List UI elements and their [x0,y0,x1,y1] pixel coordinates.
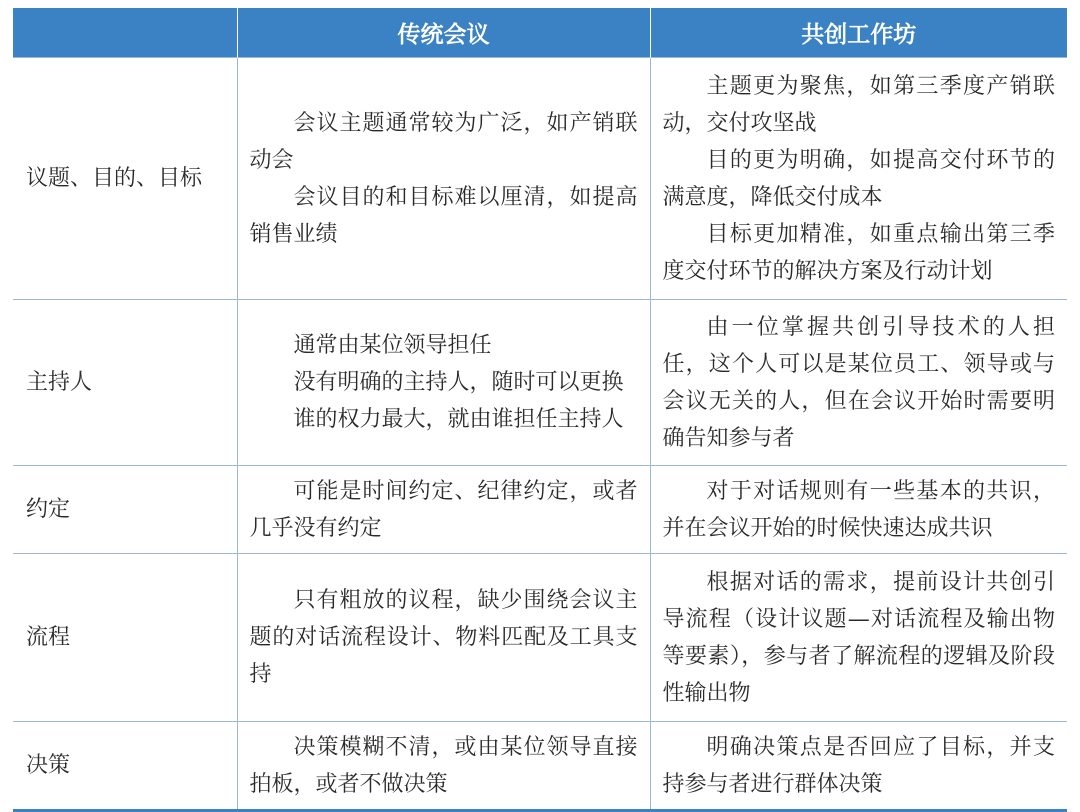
cell-paragraph: 通常由某位领导担任 [293,333,492,358]
header-dimension [13,8,237,58]
header-traditional-meeting: 传统会议 [237,8,650,58]
cell-paragraph: 可能是时间约定、纪律约定，或者几乎没有约定 [249,478,638,541]
traditional-cell [237,300,650,466]
row-label: 主持人 [13,300,237,466]
cell-paragraph: 根据对话的需求，提前设计共创引导流程（设计议题—对话流程及输出物等要素），参与者了解流程的逻辑及阶段性输出物 [662,569,1055,706]
cell-paragraph: 谁的权力最大，就由谁担任主持人 [293,407,624,432]
workshop-cell [650,554,1067,722]
workshop-cell [650,300,1067,466]
header-co-creation-workshop: 共创工作坊 [650,8,1067,58]
cell-paragraph: 没有明确的主持人，随时可以更换 [293,370,624,395]
table-row [13,300,1067,466]
row-label: 议题、目的、目标 [13,58,237,300]
cell-paragraph: 目的更为明确，如提高交付环节的满意度，降低交付成本 [662,147,1055,210]
table-row [13,58,1067,300]
cell-paragraph: 会议目的和目标难以厘清，如提高销售业绩 [249,184,638,247]
comparison-table [13,8,1067,812]
cell-paragraph: 对于对话规则有一些基本的共识，并在会议开始的时候快速达成共识 [662,478,1055,541]
row-label: 流程 [13,554,237,722]
row-label: 约定 [13,466,237,554]
cell-paragraph: 明确决策点是否回应了目标，并支持参与者进行群体决策 [662,734,1055,797]
traditional-cell [237,722,650,811]
table-row [13,466,1067,554]
cell-paragraph: 主题更为聚焦，如第三季度产销联动，交付攻坚战 [662,73,1055,136]
cell-paragraph: 只有粗放的议程，缺少围绕会议主题的对话流程设计、物料匹配及工具支持 [249,588,638,687]
table-header-row [13,8,1067,58]
cell-paragraph: 会议主题通常较为广泛，如产销联动会 [249,110,638,173]
workshop-cell [650,466,1067,554]
row-label: 决策 [13,722,237,811]
table-row [13,722,1067,811]
cell-paragraph: 由一位掌握共创引导技术的人担任，这个人可以是某位员工、领导或与会议无关的人，但在会议开始时需要明确告知参与者 [662,314,1055,451]
workshop-cell [650,58,1067,300]
cell-paragraph: 目标更加精准，如重点输出第三季度交付环节的解决方案及行动计划 [662,221,1055,284]
traditional-cell [237,466,650,554]
cell-paragraph: 决策模糊不清，或由某位领导直接拍板，或者不做决策 [249,734,638,797]
table-row [13,554,1067,722]
workshop-cell [650,722,1067,811]
traditional-cell [237,58,650,300]
traditional-cell [237,554,650,722]
